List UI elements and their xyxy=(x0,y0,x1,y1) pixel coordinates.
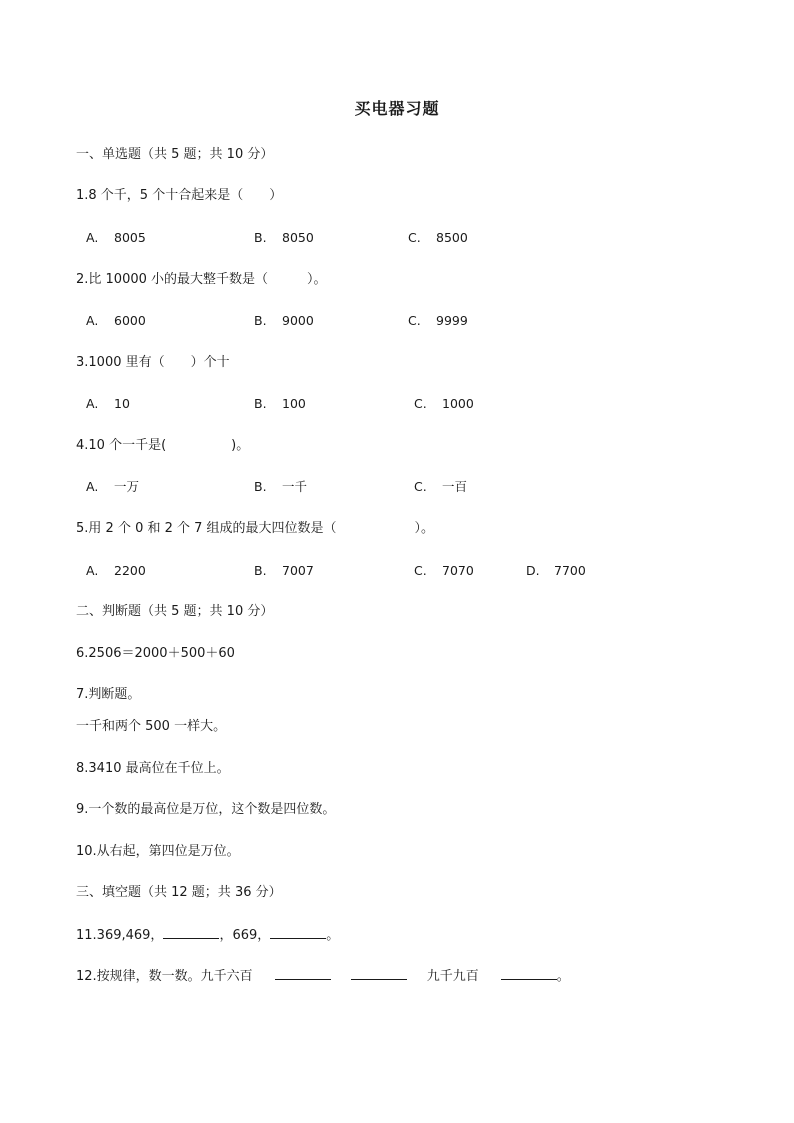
question-6-stem: 6.2506＝2000＋500＋60 xyxy=(76,646,235,661)
answer-blank[interactable] xyxy=(501,966,557,980)
answer-blank[interactable] xyxy=(163,925,219,939)
question-2-option-c xyxy=(408,311,468,331)
option-letter: C. xyxy=(414,479,427,494)
option-value: 7070 xyxy=(442,563,474,578)
option-letter: D. xyxy=(526,563,540,578)
option-letter: B. xyxy=(254,479,267,494)
option-letter: C. xyxy=(414,396,427,411)
question-4-option-b xyxy=(254,477,307,497)
option-letter: A. xyxy=(86,313,99,328)
question-11-text-start: 11.369,469， xyxy=(76,928,164,943)
question-3-option-c xyxy=(414,394,474,414)
option-letter: C. xyxy=(408,313,421,328)
question-1-option-c xyxy=(408,228,468,248)
question-3-stem: 3.1000 里有（ ）个十 xyxy=(76,355,230,370)
option-value: 一百 xyxy=(442,479,468,494)
question-1-stem: 1.8 个千，5 个十合起来是（ ） xyxy=(76,188,283,203)
question-12 xyxy=(76,966,570,987)
question-12-text-middle: 九千九百 xyxy=(426,969,479,984)
option-letter: A. xyxy=(86,563,99,578)
option-letter: B. xyxy=(254,313,267,328)
option-value: 一万 xyxy=(114,479,140,494)
page-title: 买电器习题 xyxy=(354,99,440,118)
question-8-stem: 8.3410 最高位在千位上。 xyxy=(76,761,230,776)
question-7-statement: 一千和两个 500 一样大。 xyxy=(76,719,227,734)
question-4-option-a xyxy=(86,477,139,497)
question-11-text-middle: ，669， xyxy=(219,928,271,943)
question-11-text-end: 。 xyxy=(326,928,340,943)
question-2-stem: 2.比 10000 小的最大整千数是（ ）。 xyxy=(76,272,327,287)
question-9-stem: 9.一个数的最高位是万位，这个数是四位数。 xyxy=(76,802,336,817)
option-value: 7700 xyxy=(554,563,586,578)
answer-blank[interactable] xyxy=(270,925,326,939)
option-value: 7007 xyxy=(282,563,314,578)
option-value: 8050 xyxy=(282,230,314,245)
option-value: 100 xyxy=(282,396,306,411)
answer-blank[interactable] xyxy=(351,966,407,980)
option-value: 6000 xyxy=(114,313,146,328)
question-4-stem: 4.10 个一千是( )。 xyxy=(76,438,250,453)
option-value: 1000 xyxy=(442,396,474,411)
section-header-true-false: 二、判断题（共 5 题；共 10 分） xyxy=(76,604,274,619)
question-3-option-b xyxy=(254,394,306,414)
question-10-stem: 10.从右起，第四位是万位。 xyxy=(76,844,240,859)
question-2-option-a xyxy=(86,311,146,331)
question-2-option-b xyxy=(254,311,314,331)
option-value: 9000 xyxy=(282,313,314,328)
option-letter: B. xyxy=(254,563,267,578)
option-value: 一千 xyxy=(282,479,308,494)
question-12-text-end: 。 xyxy=(556,969,570,984)
question-4-option-c xyxy=(414,477,467,497)
option-letter: A. xyxy=(86,479,99,494)
question-12-text-start: 12.按规律，数一数。九千六百 xyxy=(76,969,253,984)
section-header-fill-blank: 三、填空题（共 12 题；共 36 分） xyxy=(76,885,282,900)
question-7-stem: 7.判断题。 xyxy=(76,687,141,702)
question-5-option-b xyxy=(254,561,314,581)
option-value: 2200 xyxy=(114,563,146,578)
question-5-option-d xyxy=(526,561,586,581)
option-value: 8500 xyxy=(436,230,468,245)
option-letter: C. xyxy=(414,563,427,578)
option-letter: B. xyxy=(254,230,267,245)
question-5-option-a xyxy=(86,561,146,581)
question-5-stem: 5.用 2 个 0 和 2 个 7 组成的最大四位数是（ ）。 xyxy=(76,521,435,536)
option-letter: A. xyxy=(86,230,99,245)
question-11 xyxy=(76,925,339,946)
section-header-single-choice: 一、单选题（共 5 题；共 10 分） xyxy=(76,147,274,162)
question-1-option-b xyxy=(254,228,314,248)
option-letter: A. xyxy=(86,396,99,411)
question-5-option-c xyxy=(414,561,474,581)
option-value: 8005 xyxy=(114,230,146,245)
option-letter: B. xyxy=(254,396,267,411)
answer-blank[interactable] xyxy=(275,966,331,980)
question-1-option-a xyxy=(86,228,146,248)
question-3-option-a xyxy=(86,394,130,414)
option-letter: C. xyxy=(408,230,421,245)
option-value: 9999 xyxy=(436,313,468,328)
option-value: 10 xyxy=(114,396,130,411)
